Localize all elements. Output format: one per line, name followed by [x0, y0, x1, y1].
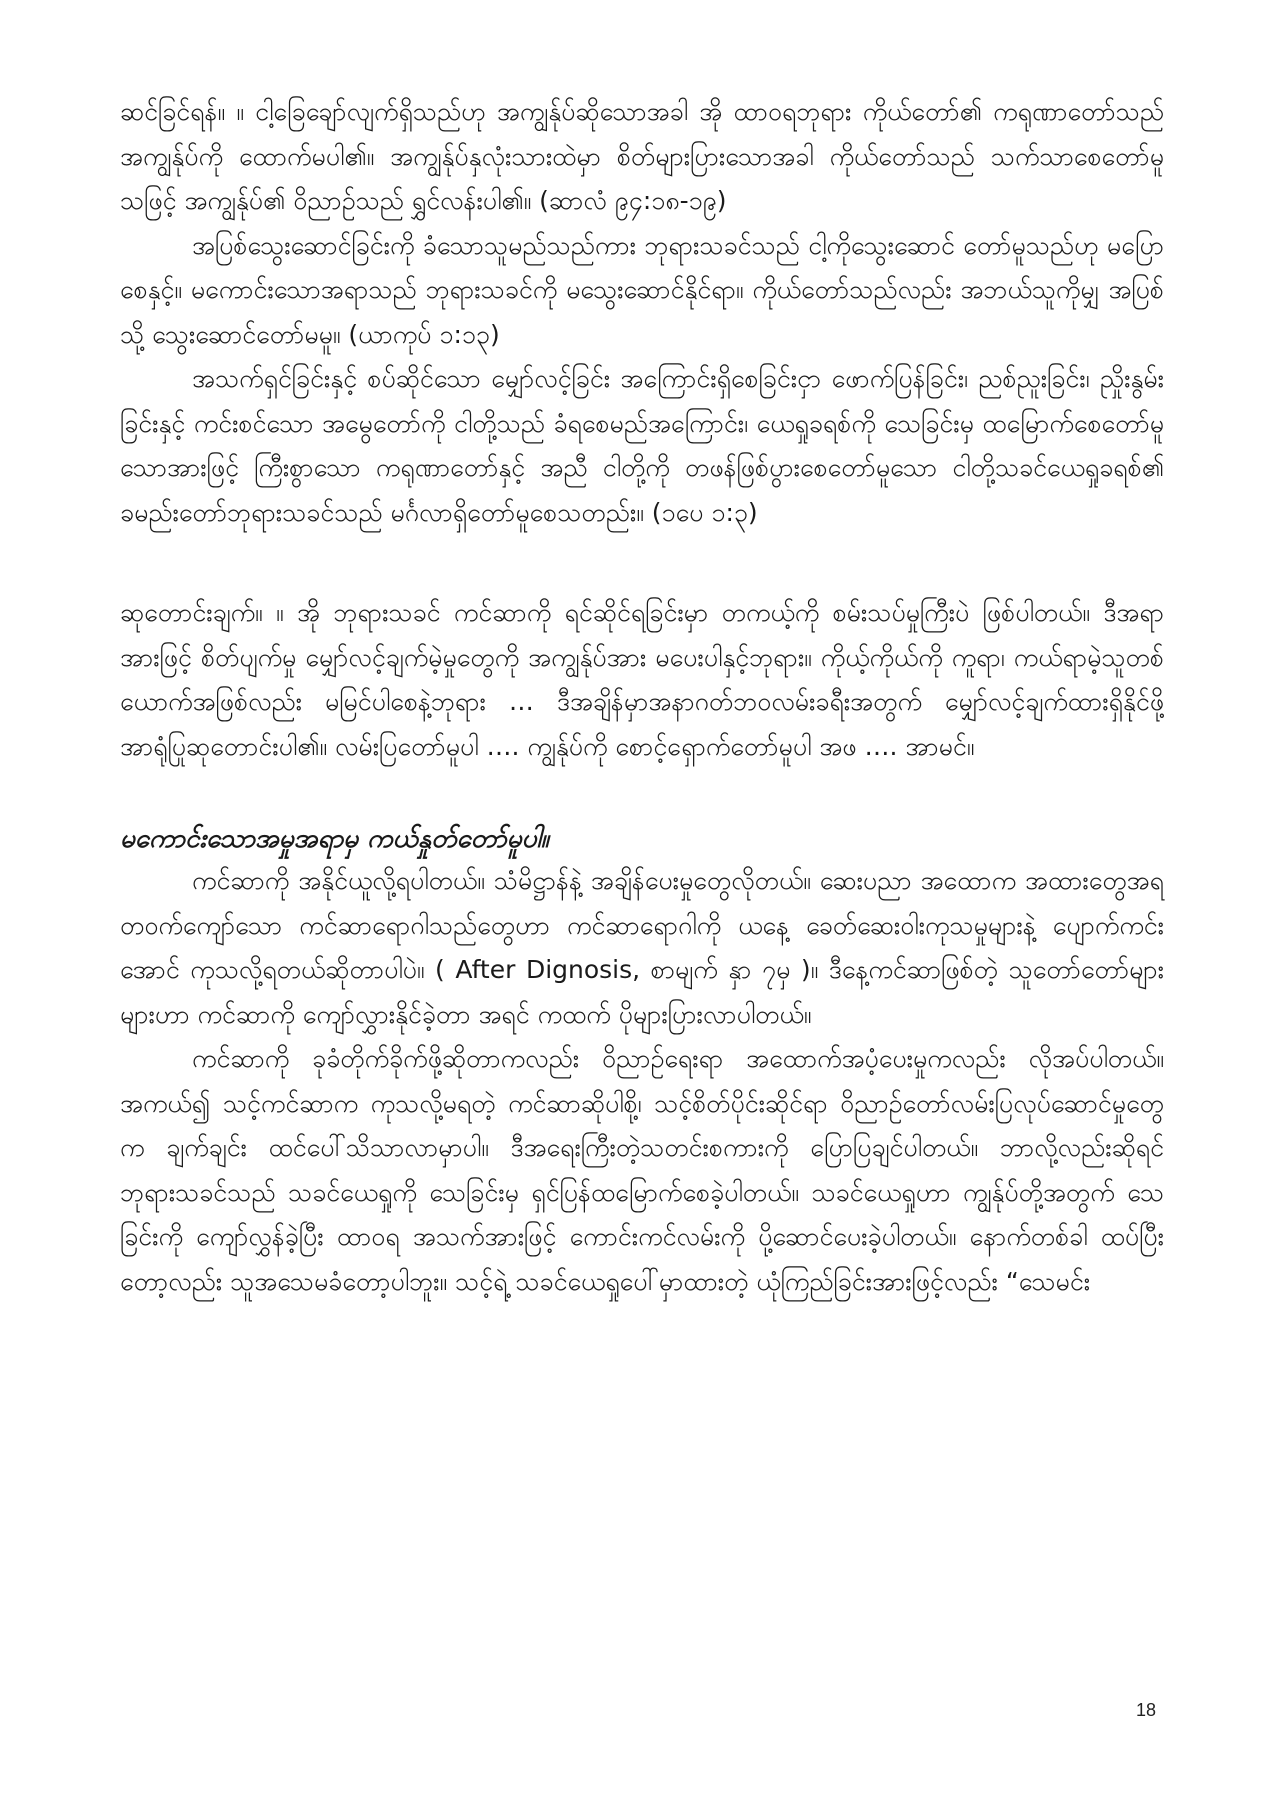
prayer-paragraph: ဆုတောင်းချက်။ ။ အို ဘုရားသခင် ကင်ဆာကို ရင်ဆိုင်ရခြင်းမှာ တကယ့်ကို စမ်းသပ်မှုကြီးပဲ ဖြစ်ပါတယ်။ ဒီအရာအားဖြင့် စိတ်ပျက်မှု မျှော်လင့်ချက်မဲ့မှုတွေကို အကျွန်ုပ်အား မပေးပါနှင့်ဘုရား။ ကိုယ့်ကိုယ်ကို ကူရာ၊ ကယ်ရာမဲ့သူတစ်ယောက်အဖြစ်လည်း မမြင်ပါစေနဲ့ဘုရား … ဒီအချိန်မှာအနာဂတ်ဘဝလမ်းခရီးအတွက် မျှော်လင့်ချက်ထားရှိနိုင်ဖို့ အာရုံပြုဆုတောင်းပါ၏။ လမ်းပြတော်မူပါ …. ကျွန်ုပ်ကို စောင့်ရှောက်တော်မူပါ အဖ …. အာမင်။ — [120, 598, 1164, 761]
scripture-paragraph: အပြစ်သွေးဆောင်ခြင်းကို ခံသောသူမည်သည်ကား ဘုရားသခင်သည် ငါ့ကိုသွေးဆောင် တော်မူသည်ဟု မပြောစေနှင့်။ မကောင်းသောအရာသည် ဘုရားသခင်ကို မသွေးဆောင်နိုင်ရာ။ ကိုယ်တော်သည်လည်း အဘယ်သူကိုမျှ အပြစ်သို့ သွေးဆောင်တော်မမူ။ (ယာကုပ် ၁:၁၃) — [120, 230, 1164, 349]
body-paragraph: ကင်ဆာကို ခုခံတိုက်ခိုက်ဖို့ဆိုတာကလည်း ဝိညာဉ်ရေးရာ အထောက်အပံ့ပေးမှုကလည်း လိုအပ်ပါတယ်။ အကယ်၍ သင့်ကင်ဆာက ကုသလို့မရတဲ့ ကင်ဆာဆိုပါစို့၊ သင့်စိတ်ပိုင်းဆိုင်ရာ ဝိညာဉ်တော်လမ်းပြလုပ်ဆောင်မှုတွေက ချက်ချင်း ထင်ပေါ်သိသာလာမှာပါ။ ဒီအရေးကြီးတဲ့သတင်းစကားကို ပြောပြချင်ပါတယ်။ ဘာလို့လည်းဆိုရင် ဘုရားသခင်သည် သခင်ယေရှုကို သေခြင်းမှ ရှင်ပြန်ထမြောက်စေခဲ့ပါတယ်။ သခင်ယေရှုဟာ ကျွန်ုပ်တို့အတွက် သေခြင်းကို ကျော်လွှန်ခဲ့ပြီး ထာဝရ အသက်အားဖြင့် ကောင်းကင်လမ်းကို ပို့ဆောင်ပေးခဲ့ပါတယ်။ နောက်တစ်ခါ ထပ်ပြီးတော့လည်း သူအသေမခံတော့ပါဘူး။ သင့်ရဲ့ သခင်ယေရှုပေါ်မှာထားတဲ့ ယုံကြည်ခြင်းအားဖြင့်လည်း “သေမင်း — [120, 1044, 1164, 1296]
page-number: 18 — [1136, 1700, 1157, 1720]
body-paragraph: ကင်ဆာကို အနိုင်ယူလို့ရပါတယ်။ သံမိဋ္ဌာန်နဲ့ အချိန်ပေးမှုတွေလိုတယ်။ ဆေးပညာ အထောက အထားတွေအရ တဝက်ကျော်သော ကင်ဆာရောဂါသည်တွေဟာ ကင်ဆာရောဂါကို ယနေ့ ခေတ်ဆေးဝါးကုသမှုများနဲ့ ပျောက်ကင်းအောင် ကုသလို့ရတယ်ဆိုတာပါပဲ။ ( After Dignosis, စာမျက် နှာ ၇မှ )။ ဒီနေ့ကင်ဆာဖြစ်တဲ့ သူတော်တော်များများဟာ ကင်ဆာကို ကျော်လွှားနိုင်ခဲ့တာ အရင် ကထက် ပိုများပြားလာပါတယ်။ — [120, 866, 1164, 1029]
page-content — [120, 90, 1164, 1304]
scripture-paragraph: အသက်ရှင်ခြင်းနှင့် စပ်ဆိုင်သော မျှော်လင့်ခြင်း အကြောင်းရှိစေခြင်းငှာ ဖောက်ပြန်ခြင်း၊ ညစ်ညူးခြင်း၊ ညှိုးနွမ်းခြင်းနှင့် ကင်းစင်သော အမွေတော်ကို ငါတို့သည် ခံရစေမည်အကြောင်း၊ ယေရှုခရစ်ကို သေခြင်းမှ ထမြောက်စေတော်မူသောအားဖြင့် ကြီးစွာသော ကရုဏာတော်နှင့် အညီ ငါတို့ကို တဖန်ဖြစ်ပွားစေတော်မူသော ငါတို့သခင်ယေရှုခရစ်၏ ခမည်းတော်ဘုရားသခင်သည် မင်္ဂလာရှိတော်မူစေသတည်း။ (၁ပေ ၁:၃) — [120, 364, 1164, 527]
meditation-paragraph: ဆင်ခြင်ရန်။ ။ ငါ့ခြေချော်လျက်ရှိသည်ဟု အကျွန်ုပ်ဆိုသောအခါ အို ထာဝရဘုရား ကိုယ်တော်၏ ကရုဏာတော်သည် အကျွန်ုပ်ကို ထောက်မပါ၏။ အကျွန်ုပ်နှလုံးသားထဲမှာ စိတ်များပြားသောအခါ ကိုယ်တော်သည် သက်သာစေတော်မူသဖြင့် အကျွန်ုပ်၏ ဝိညာဉ်သည် ရွှင်လန်းပါ၏။ (ဆာလံ ၉၄:၁၈-၁၉) — [120, 97, 1164, 215]
section-heading: မကောင်းသောအမှုအရာမှ ကယ်နှုတ်တော်မူပါ။ — [120, 824, 549, 854]
